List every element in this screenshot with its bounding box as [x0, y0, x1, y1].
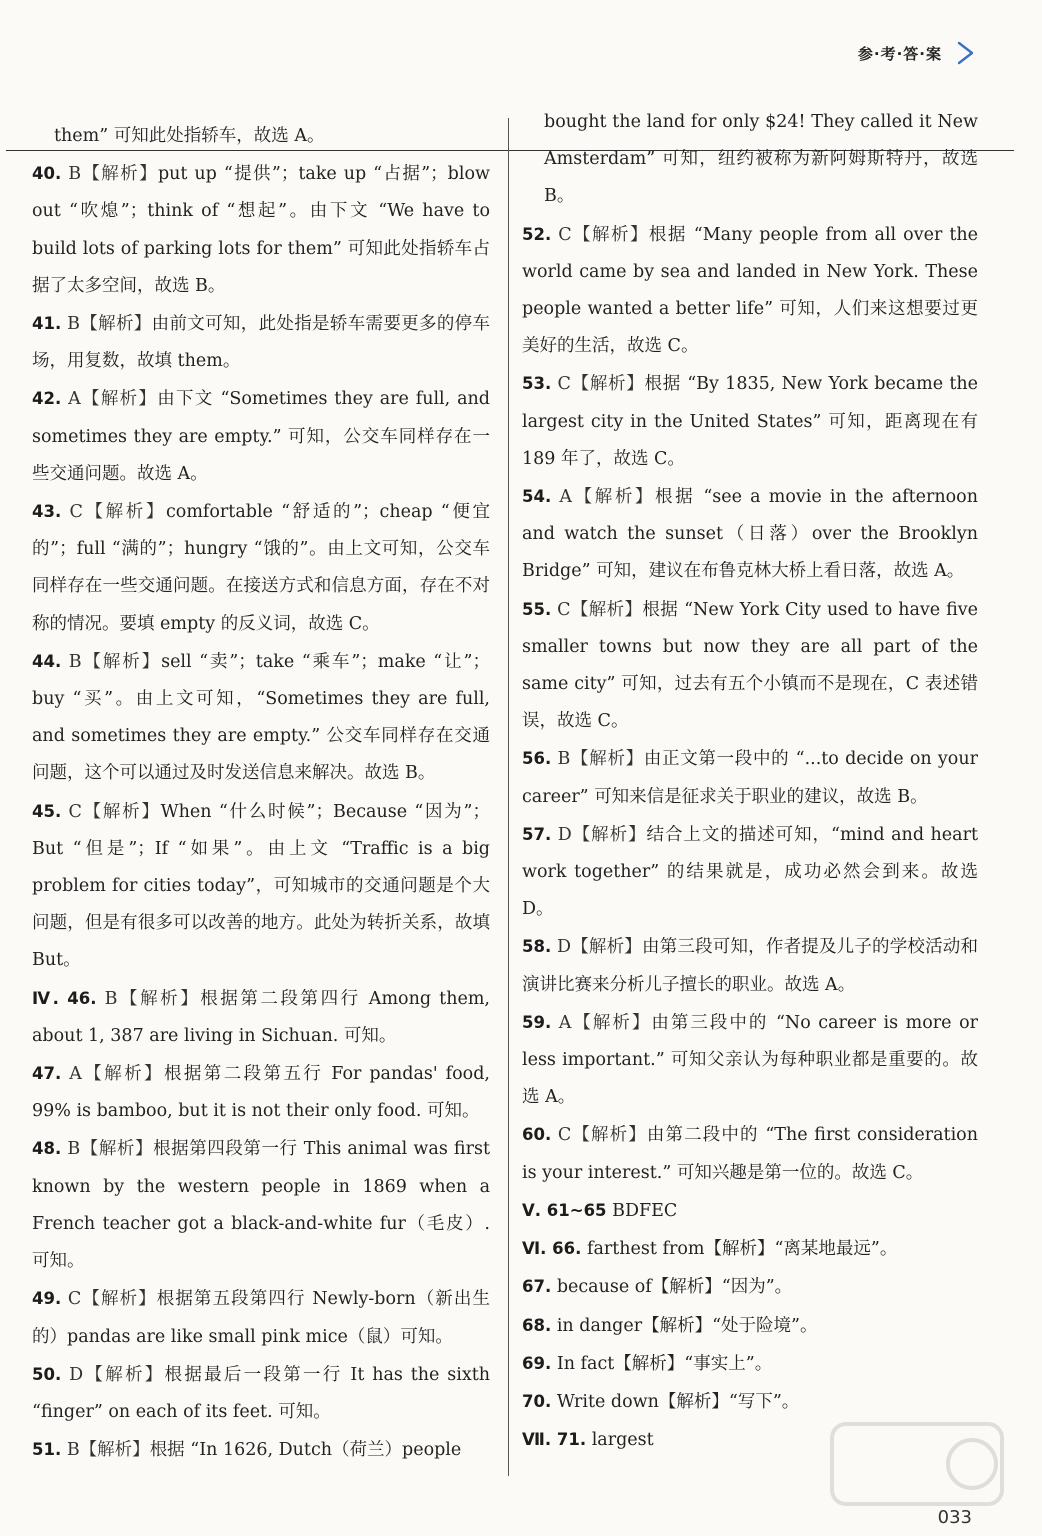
answer-entry	[522, 216, 978, 366]
answer-tag: C【解析】	[69, 502, 166, 523]
question-number: 56.	[522, 749, 552, 769]
answer-entry	[32, 380, 490, 493]
answer-entry	[32, 1055, 490, 1130]
answer-text: 根据 “By 1835, New York became the largest city in the United States” 可知，距离现在有 189 年了，故选 C。	[522, 374, 978, 469]
answer-entry	[522, 478, 978, 591]
answer-text: 根据第四段第一行 This animal was first known by the western people in 1869 when a French teacher got a black-and-white fur（毛皮）. 可知。	[32, 1139, 490, 1272]
answer-text: 由前文可知，此处指是轿车需要更多的停车场，用复数，故填 them。	[32, 314, 490, 372]
answer-entry	[522, 928, 978, 1003]
answer-text: 根据最后一段第一行 It has the sixth “finger” on each of its feet. 可知。	[32, 1364, 491, 1422]
answer-text: 由第三段中的 “No career is more or less important.” 可知父亲认为每种职业都是重要的。故选 A。	[522, 1012, 978, 1108]
answer-tag: C【解析】	[557, 374, 645, 395]
answer-text: 根据 “Many people from all over the world came by sea and landed in New York. These people wanted a better life” 可知，人们来这想要过更美好的生活，故选 C。	[522, 224, 978, 357]
answer-tag: B【解析】	[68, 164, 158, 185]
answer-text: because of【解析】“因为”。	[556, 1277, 793, 1298]
header-title: 参·考·答·案	[857, 44, 942, 63]
answer-entry	[32, 793, 490, 980]
question-number: 67.	[522, 1277, 552, 1297]
left-column	[32, 118, 490, 1469]
answer-text: comfortable “舒适的”；cheap “便宜的”；full “满的”；hungry “饿的”。由上文可知，公交车同样存在一些交通问题。在接送方式和信息方面，存在不对称的情况。要填 empty 的反义词，故选 C。	[32, 502, 490, 634]
watermark-logo	[822, 1414, 1012, 1514]
question-number: 70.	[522, 1391, 552, 1411]
answer-text: 根据第二段第五行 For pandas' food, 99% is bamboo, but it is not their only food. 可知。	[32, 1064, 490, 1122]
answer-text: 由下文 “Sometimes they are full, and sometimes they are empty.” 可知，公交车同样存在一些交通问题。故选 A。	[32, 389, 490, 484]
answer-tag: C【解析】	[557, 1125, 647, 1146]
answer-text: sell “卖”；take “乘车”；make “让”；buy “买”。由上文可知，“Sometimes they are full, and sometimes they are empty.” 公交车同样存在交通问题，这个可以通过及时发送信息来解决。故选 B。	[32, 651, 490, 784]
answer-entry	[32, 1130, 490, 1280]
right-column	[522, 104, 978, 1459]
answer-entry	[32, 1431, 490, 1469]
answer-text: In fact【解析】“事实上”。	[556, 1353, 773, 1374]
column-divider	[508, 118, 509, 1476]
answer-text: 根据第二段第四行 Among them, about 1, 387 are living in Sichuan. 可知。	[32, 988, 490, 1046]
answer-text: farthest from【解析】“离某地最远”。	[586, 1239, 898, 1260]
answer-text: 由第二段中的 “The first consideration is your interest.” 可知兴趣是第一位的。故选 C。	[522, 1125, 978, 1183]
answer-entry	[32, 643, 490, 793]
answer-text: them” 可知此处指轿车，故选 A。	[54, 126, 325, 146]
answer-text: 根据 “New York City used to have five smaller towns but now they are all part of the same city” 可知，过去有五个小镇而不是现在，C 表述错误，故选 C。	[522, 599, 978, 732]
answer-text: bought the land for only $24! They called it New Amsterdam” 可知，纽约被称为新阿姆斯特丹，故选 B。	[544, 112, 978, 207]
question-number: 44.	[32, 651, 62, 671]
answer-text: 根据第五段第四行 Newly-born（新出生的）pandas are like small pink mice（鼠）可知。	[32, 1289, 491, 1347]
answer-tag: D【解析】	[557, 937, 643, 958]
answer-text: 根据 “see a movie in the afternoon and watch the sunset（日落）over the Brooklyn Bridge” 可知，建议在布鲁克林大桥上看日落，故选 A。	[522, 487, 978, 582]
question-number: 54.	[522, 487, 552, 507]
answer-tag: A【解析】	[68, 389, 158, 410]
question-number: 47.	[32, 1064, 62, 1084]
question-number: 57.	[522, 824, 552, 844]
answer-tag: D【解析】	[557, 824, 647, 845]
answer-entry	[522, 1230, 978, 1268]
question-number: 51.	[32, 1440, 62, 1460]
answer-tag: B【解析】	[66, 1440, 150, 1461]
question-number: Ⅳ. 46.	[32, 988, 97, 1008]
answer-entry	[522, 1345, 978, 1383]
answer-entry	[32, 980, 490, 1055]
question-number: Ⅵ. 66.	[522, 1239, 582, 1259]
question-number: 68.	[522, 1315, 552, 1335]
answer-tag: C【解析】	[557, 599, 643, 620]
answer-tag: C【解析】	[558, 224, 649, 245]
question-number: 60.	[522, 1125, 552, 1145]
answer-entry	[522, 1192, 978, 1230]
question-number: Ⅶ. 71.	[522, 1430, 587, 1450]
answer-tag: B【解析】	[67, 314, 152, 335]
answer-entry	[522, 1307, 978, 1345]
answer-tag: A【解析】	[559, 487, 656, 508]
page-number: 033	[937, 1507, 972, 1528]
question-number: 59.	[522, 1012, 552, 1032]
answer-tag: C【解析】	[68, 801, 161, 822]
question-number: 49.	[32, 1289, 62, 1309]
answer-entry	[32, 493, 490, 643]
answer-tag: A【解析】	[558, 1012, 652, 1033]
question-number: 69.	[522, 1353, 552, 1373]
question-number: 42.	[32, 389, 62, 409]
question-number: Ⅴ. 61~65	[522, 1200, 607, 1220]
answer-text: largest	[591, 1430, 654, 1451]
answer-text: When “什么时候”；Because “因为”；But “但是”；If “如果”。由上文 “Traffic is a big problem for cities today”，可知城市的交通问题是个大问题，但是有很多可以改善的地方。此处为转折关系，故填 But。	[32, 801, 490, 971]
question-number: 52.	[522, 224, 552, 244]
answer-tag: D【解析】	[69, 1364, 165, 1385]
answer-tag: B【解析】	[68, 651, 162, 672]
answer-entry	[32, 118, 490, 155]
answer-text: 根据 “In 1626, Dutch（荷兰）people	[149, 1440, 462, 1461]
question-number: 55.	[522, 599, 552, 619]
answer-text: Write down【解析】“写下”。	[556, 1391, 800, 1412]
question-number: 58.	[522, 937, 552, 957]
question-number: 40.	[32, 164, 62, 184]
answer-text: in danger【解析】“处于险境”。	[556, 1315, 818, 1336]
answer-entry	[522, 1004, 978, 1117]
answer-text: 由正文第一段中的 “...to decide on your career” 可知来信是征求关于职业的建议，故选 B。	[522, 749, 978, 807]
answer-entry	[522, 1268, 978, 1306]
page-header	[858, 40, 978, 66]
answer-entry	[522, 740, 978, 815]
answer-tag: B【解析】	[104, 988, 201, 1009]
answer-entry	[522, 1116, 978, 1191]
question-number: 50.	[32, 1364, 62, 1384]
answer-tag: B【解析】	[557, 749, 644, 770]
answer-entry	[32, 1356, 490, 1431]
question-number: 41.	[32, 314, 62, 334]
question-number: 48.	[32, 1139, 62, 1159]
answer-entry	[32, 305, 490, 380]
question-number: 53.	[522, 374, 552, 394]
answer-tag: B【解析】	[67, 1139, 154, 1160]
answer-text: put up “提供”；take up “占据”；blow out “吹熄”；think of “想起”。由下文 “We have to build lots of parking lots for them” 可知此处指轿车占据了太多空间，故选 B。	[32, 164, 490, 296]
chevron-right-icon	[952, 40, 978, 66]
answer-entry	[32, 1280, 490, 1355]
answer-text: BDFEC	[612, 1200, 678, 1221]
answer-entry	[522, 104, 978, 216]
answer-tag: C【解析】	[67, 1289, 157, 1310]
question-number: 43.	[32, 502, 62, 522]
answer-entry	[32, 155, 490, 305]
answer-tag: A【解析】	[69, 1064, 164, 1085]
answer-text: 由第三段可知，作者提及儿子的学校活动和演讲比赛来分析儿子擅长的职业。故选 A。	[522, 937, 979, 995]
answer-text: 结合上文的描述可知，“mind and heart work together” 的结果就是，成功必然会到来。故选 D。	[522, 824, 978, 920]
answer-entry	[522, 816, 978, 929]
question-number: 45.	[32, 801, 62, 821]
answer-entry	[522, 365, 978, 478]
answer-entry	[522, 591, 978, 741]
